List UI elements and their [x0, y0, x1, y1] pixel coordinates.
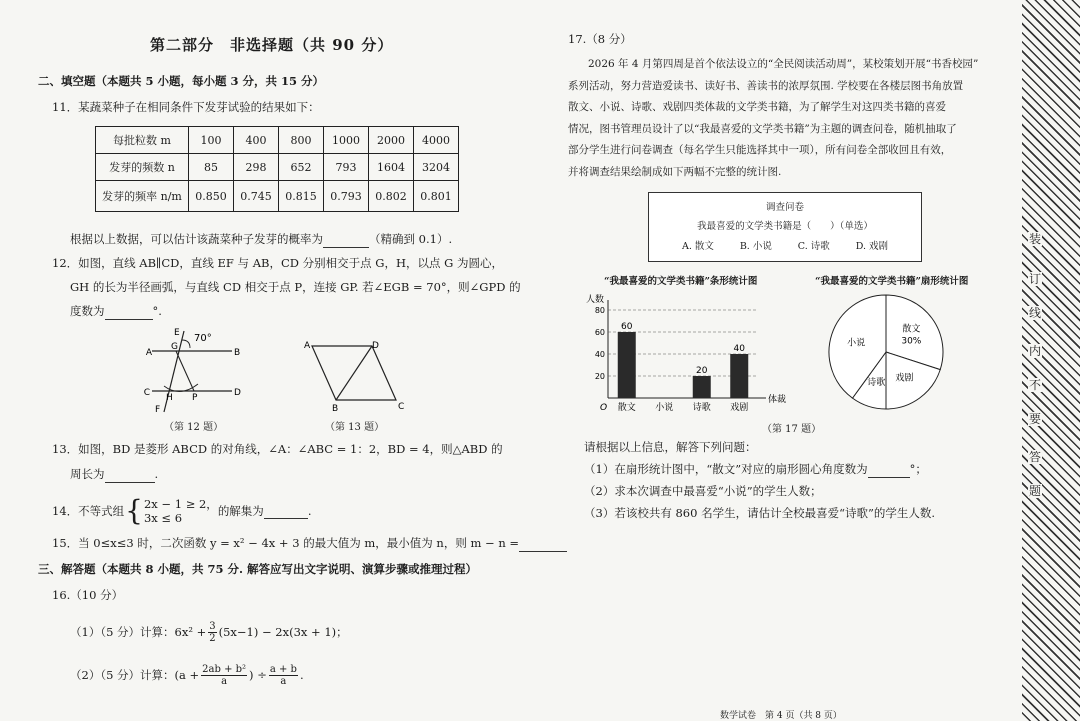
- intro-line: 2026 年 4 月第四周是首个依法设立的“全民阅读活动周”，某校策划开展“书香校园”: [588, 58, 979, 70]
- y-tick-label: 80: [594, 306, 605, 315]
- slice-label: 散文: [902, 324, 921, 335]
- numerator: 3: [209, 621, 216, 632]
- binding-char: 不: [1028, 378, 1041, 392]
- section-3-title: 三、解答题（本题共 8 小题，共 75 分. 解答应写出文字说明、演算步骤或推理过程）: [38, 562, 478, 576]
- q16-part2: [70, 664, 304, 687]
- figure-13: [296, 334, 416, 414]
- y-tick-label: 60: [594, 328, 605, 337]
- denominator: a: [221, 676, 228, 687]
- binding-margin: [1022, 0, 1080, 721]
- y-axis-label: 人数: [585, 295, 604, 305]
- origin-label: O: [600, 403, 608, 413]
- table-cell: 1604: [369, 154, 414, 181]
- page-footer: 数学试卷 第 4 页（共 8 页）: [720, 711, 842, 721]
- point-label: B: [234, 348, 241, 358]
- q12-line3-end: °.: [152, 304, 162, 318]
- table-cell: 400: [234, 127, 279, 154]
- point-label: C: [398, 402, 405, 412]
- q16-p2-mid: ) ÷: [249, 668, 267, 682]
- answer-blank[interactable]: [519, 536, 567, 552]
- binding-char: 装: [1028, 232, 1041, 246]
- pie-chart: [826, 292, 956, 414]
- q17-head: 17.（8 分）: [568, 32, 632, 46]
- intro-line: 部分学生进行问卷调查（每名学生只能选择其中一项），所有问卷全部收回且有效，: [568, 144, 952, 156]
- q13-line1: 13．如图，BD 是菱形 ABCD 的对角线，∠A：∠ABC = 1：2，BD = 4，则△ABD 的: [52, 442, 503, 456]
- bar: [693, 376, 711, 398]
- y-tick-label: 20: [594, 372, 605, 381]
- bar-chart-title: “我最喜爱的文学类书籍”条形统计图: [604, 276, 758, 287]
- figure-12-caption: （第 12 题）: [164, 422, 224, 433]
- table-cell: 4000: [414, 127, 459, 154]
- q11-followup-text: 根据以上数据，可以估计该蔬菜种子发芽的概率为: [70, 232, 323, 246]
- survey-box: [648, 192, 922, 262]
- x-tick-label: 小说: [655, 403, 674, 413]
- binding-char: 订: [1028, 272, 1041, 286]
- q13-line2-end: .: [154, 467, 159, 481]
- table-cell: 85: [189, 154, 234, 181]
- slice-label: 诗歌: [867, 377, 886, 388]
- denominator: 2: [209, 633, 216, 644]
- data-label: 40: [733, 344, 745, 354]
- q14-suffix: 的解集为: [217, 503, 264, 518]
- inequality-1: 2x − 1 ≥ 2，: [143, 497, 218, 511]
- data-label: 60: [621, 322, 633, 332]
- x-tick-label: 诗歌: [692, 403, 711, 413]
- intro-line: 散文、小说、诗歌、戏剧四类体裁的文学类书籍，为了解学生对这四类书籍的喜爱: [568, 101, 946, 113]
- q16-p2-prefix: （2）（5 分）计算：(a +: [70, 668, 200, 682]
- survey-question: 我最喜爱的文学类书籍是（ ）（单选）: [697, 221, 873, 232]
- point-label: G: [171, 342, 178, 352]
- segment-gp: [176, 351, 194, 391]
- slice-label: 小说: [847, 338, 866, 349]
- brace: {: [125, 494, 143, 527]
- q12-line3-text: 度数为: [70, 304, 105, 318]
- fraction: [201, 664, 247, 687]
- q14: [52, 494, 312, 527]
- bar: [618, 332, 636, 398]
- table-row: [96, 154, 459, 181]
- figure-12: [140, 326, 240, 418]
- intro-line: 并将调查结果绘制成如下两幅不完整的统计图.: [568, 165, 782, 178]
- q13-line2-text: 周长为: [70, 467, 105, 481]
- q12-line2: GH 的长为半径画弧，与直线 CD 相交于点 P，连接 GP. 若∠EGB = 70°，则∠GPD 的: [70, 280, 521, 294]
- q13-line2: [70, 467, 158, 483]
- q14-prefix: 14．不等式组: [52, 503, 125, 518]
- figure-17-caption: （第 17 题）: [762, 424, 822, 435]
- table-row-label: 发芽的频数 n: [96, 154, 189, 181]
- survey-option: A. 散文: [681, 241, 714, 252]
- angle-label: 70°: [194, 333, 212, 344]
- point-label: A: [304, 341, 311, 351]
- q11-note: （精确到 0.1）.: [369, 232, 453, 246]
- bar: [730, 354, 748, 398]
- q17-intro: [568, 54, 998, 183]
- table-cell: 800: [279, 127, 324, 154]
- data-label: 20: [696, 366, 708, 376]
- point-label: H: [166, 393, 173, 403]
- q12-line1: 12．如图，直线 AB∥CD，直线 EF 与 AB，CD 分别相交于点 G，H，以点 G 为圆心，: [52, 256, 504, 270]
- denominator: a: [280, 676, 287, 687]
- slice-label: 戏剧: [895, 373, 914, 384]
- q12-line3: [70, 304, 162, 320]
- table-cell: 0.802: [369, 181, 414, 212]
- questions-intro: 请根据以上信息，解答下列问题：: [584, 440, 757, 454]
- slice-percent: 30%: [901, 336, 922, 347]
- answer-blank[interactable]: [105, 304, 153, 320]
- section-2-title: 二、填空题（本题共 5 小题，每小题 3 分，共 15 分）: [38, 74, 325, 88]
- table-cell: 298: [234, 154, 279, 181]
- angle-mark: [182, 340, 190, 348]
- x-tick-label: 散文: [617, 403, 636, 413]
- point-label: D: [372, 341, 379, 351]
- answer-blank[interactable]: [323, 232, 369, 248]
- point-label: P: [192, 393, 198, 403]
- table-cell: 793: [324, 154, 369, 181]
- table-cell: 0.801: [414, 181, 459, 212]
- binding-char: 题: [1028, 484, 1041, 498]
- numerator: 2ab + b²: [202, 664, 247, 675]
- numerator: a + b: [269, 664, 297, 675]
- bar-chart: [580, 288, 787, 418]
- table-row: [96, 181, 459, 212]
- question-1: [584, 462, 927, 478]
- point-label: D: [234, 388, 241, 398]
- binding-char: 要: [1028, 412, 1041, 426]
- fraction: [269, 664, 298, 687]
- table-row-label: 每批粒数 m: [96, 127, 189, 154]
- q16-p1-suffix: (5x−1) − 2x(3x + 1)；: [218, 625, 348, 639]
- answer-blank[interactable]: [105, 467, 155, 483]
- table-cell: 0.793: [324, 181, 369, 212]
- q15-text: 15．当 0≤x≤3 时，二次函数 y = x² − 4x + 3 的最大值为 m，最小值为 n，则 m − n =: [52, 536, 520, 550]
- binding-char: 答: [1028, 450, 1041, 464]
- question-1-text: （1）在扇形统计图中，“散文”对应的扇形圆心角度数为: [584, 462, 868, 476]
- table-cell: 100: [189, 127, 234, 154]
- point-label: C: [143, 388, 150, 398]
- survey-options: [649, 238, 921, 252]
- answer-blank[interactable]: [868, 462, 910, 478]
- q16-p1-prefix: （1）（5 分）计算：6x² +: [70, 625, 207, 639]
- survey-option: B. 小说: [739, 241, 772, 252]
- x-axis-label: 体裁: [768, 395, 787, 405]
- binding-char: 内: [1028, 344, 1041, 358]
- intro-line: 情况，图书管理员设计了以“我最喜爱的文学类书籍”为主题的调查问卷，随机抽取了: [568, 122, 957, 135]
- table-cell: 0.850: [189, 181, 234, 212]
- binding-char: 线: [1028, 306, 1041, 320]
- q14-end: .: [307, 503, 312, 518]
- point-label: E: [174, 328, 180, 338]
- table-row: [96, 127, 459, 154]
- point-label: A: [145, 348, 152, 358]
- table-cell: 0.815: [279, 181, 324, 212]
- table-cell: 3204: [414, 154, 459, 181]
- survey-option: C. 诗歌: [797, 241, 830, 252]
- diagonal-bd: [336, 346, 372, 400]
- question-3: （3）若该校共有 860 名学生，请估计全校最喜爱“诗歌”的学生人数.: [584, 506, 935, 520]
- table-cell: 2000: [369, 127, 414, 154]
- pie-chart-title: “我最喜爱的文学类书籍”扇形统计图: [815, 276, 969, 287]
- y-tick-label: 40: [594, 350, 605, 359]
- inequality-2: 3x ≤ 6: [143, 511, 183, 525]
- part-title: 第二部分 非选择题（共 90 分）: [150, 36, 394, 54]
- q16-head: 16.（10 分）: [52, 588, 124, 602]
- q11-followup: [70, 232, 452, 248]
- q15: [52, 536, 567, 552]
- point-label: F: [155, 405, 161, 415]
- q11-stem: 11．某蔬菜种子在相同条件下发芽试验的结果如下：: [52, 100, 320, 114]
- table-cell: 1000: [324, 127, 369, 154]
- inequality-system: [144, 497, 218, 525]
- answer-blank[interactable]: [264, 503, 308, 519]
- table-cell: 0.745: [234, 181, 279, 212]
- q16-part1: [70, 621, 348, 644]
- question-1-end: °；: [909, 462, 927, 476]
- figure-13-caption: （第 13 题）: [325, 422, 385, 433]
- fraction: [208, 621, 216, 644]
- survey-title: 调查问卷: [765, 202, 804, 213]
- point-label: B: [332, 404, 339, 414]
- table-row-label: 发芽的频率 n/m: [96, 181, 189, 212]
- survey-option: D. 戏剧: [855, 241, 889, 252]
- x-tick-label: 戏剧: [730, 403, 749, 413]
- q16-p2-end: .: [299, 668, 304, 682]
- q11-table: [95, 126, 459, 212]
- intro-line: 系列活动，努力营造爱读书、读好书、善读书的浓厚氛围. 学校要在各楼层图书角放置: [568, 79, 964, 92]
- table-cell: 652: [279, 154, 324, 181]
- question-2: （2）求本次调查中最喜爱“小说”的学生人数；: [584, 484, 822, 498]
